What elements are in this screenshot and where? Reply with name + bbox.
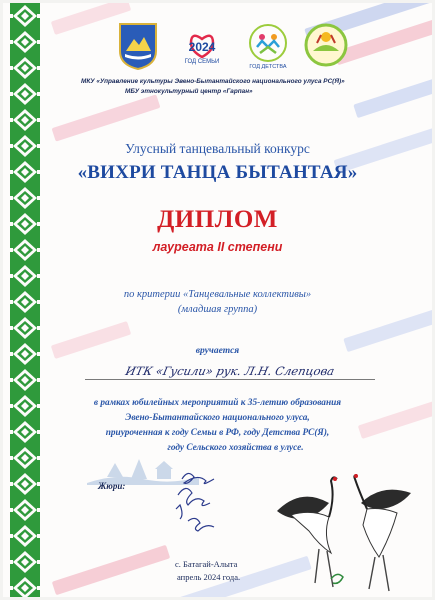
- reason-line-1: в рамках юбилейных мероприятий к 35-летию образования: [93, 398, 342, 408]
- year-label: 2024: [188, 40, 216, 54]
- place-label: с. Батагай-Алыта: [175, 559, 238, 569]
- criteria-line-2: (младшая группа): [177, 304, 258, 315]
- reason-line-4: году Сельского хозяйства в улусе.: [167, 443, 304, 453]
- awarded-label: вручается: [195, 346, 240, 356]
- contest-subtitle: Улусный танцевальный конкурс: [125, 141, 310, 156]
- decor-stripe: [52, 94, 161, 141]
- criteria-line-1: по критерии «Танцевальные коллективы»: [123, 289, 312, 300]
- contest-title: «ВИХРИ ТАНЦА БЫТАНТАЯ»: [77, 162, 358, 183]
- date-label: апрель 2024 года.: [177, 572, 241, 582]
- year-of-family-logo: [177, 21, 227, 71]
- year-of-childhood-logo: [243, 21, 293, 71]
- ornament-border: [3, 3, 47, 597]
- logos-row: [111, 21, 351, 79]
- decor-stripe: [52, 545, 170, 595]
- agriculture-logo: [303, 21, 349, 69]
- recipient-underline: [85, 379, 375, 380]
- jury-label: Жюри:: [98, 481, 126, 491]
- diploma-sheet: [3, 3, 432, 597]
- reason-line-2: Эвено-Бытантайского национального улуса,: [125, 413, 310, 423]
- reason-line-3: приуроченная к году Семьи в РФ, году Детства РС(Я),: [105, 428, 330, 438]
- year-of-childhood-label: ГОД ДЕТСТВА: [249, 64, 287, 70]
- cranes-illustration: [271, 473, 421, 595]
- organizer-line-1: МКУ «Управление культуры Эвено-Бытантайского национального улуса РС(Я)»: [81, 78, 345, 85]
- year-of-family-label: ГОД СЕМЬИ: [184, 59, 220, 65]
- recipient-handwritten: ИТК «Гусили» рук. Л.Н. Слепцова: [124, 364, 336, 378]
- coat-of-arms-logo: [117, 21, 159, 71]
- diploma-degree: лауреата II степени: [152, 240, 283, 254]
- diploma-title: ДИПЛОМ: [157, 206, 278, 233]
- jury-signatures: [158, 465, 238, 545]
- organizer-line-2: МБУ этнокультурный центр «Гарпан»: [125, 88, 253, 95]
